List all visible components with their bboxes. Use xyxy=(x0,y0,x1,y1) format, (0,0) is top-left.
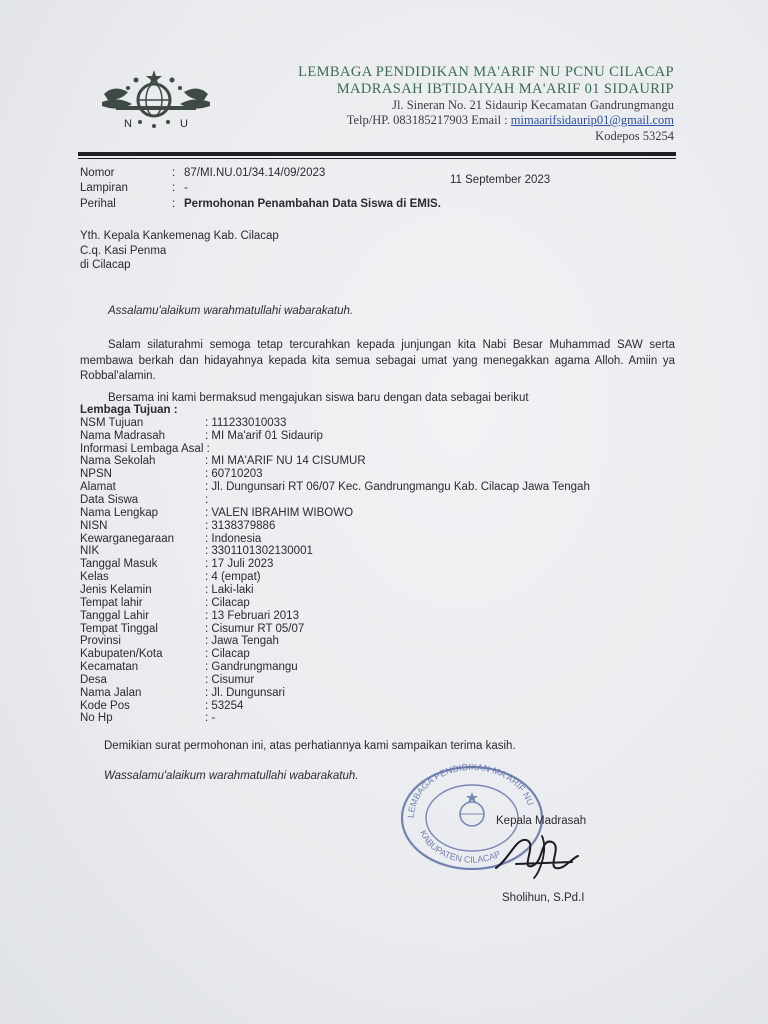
data-row-label: NPSN xyxy=(80,468,112,481)
data-row-value: : 17 Juli 2023 xyxy=(205,558,274,571)
data-row-label: Provinsi xyxy=(80,635,121,648)
header-school-name: MADRASAH IBTIDAIYAH MA'ARIF 01 SIDAURIP xyxy=(336,81,674,97)
data-row-label: Tempat Tinggal xyxy=(80,622,158,635)
stamp-text-bottom: KABUPATEN CILACAP xyxy=(418,828,503,865)
data-row-value: : MI Ma'arif 01 Sidaurip xyxy=(205,429,323,442)
signer-title: Kepala Madrasah xyxy=(496,815,587,827)
data-row-value: : 4 (empat) xyxy=(205,571,261,583)
data-row-label: Kelas xyxy=(80,571,109,583)
data-row-label: Tanggal Lahir xyxy=(80,609,150,622)
letter-date: 11 September 2023 xyxy=(450,174,551,186)
data-row-label: Kabupaten/Kota xyxy=(80,648,163,661)
recipient-line-3: di Cilacap xyxy=(80,259,131,271)
header-contact xyxy=(347,113,674,128)
header-email-link[interactable]: mimaarifsidaurip01@gmail.com xyxy=(510,113,674,127)
data-row-value: : Jl. Dungunsari RT 06/07 Kec. Gandrungmangu Kab. Cilacap Jawa Tengah xyxy=(205,481,590,494)
logo-letter-u: U xyxy=(180,118,188,130)
data-row-label: Nama Lengkap xyxy=(80,506,158,519)
data-row-value: : 60710203 xyxy=(205,468,263,481)
data-row-label: Nama Sekolah xyxy=(80,455,156,468)
meta-label: Lampiran xyxy=(80,182,128,194)
handwritten-signature xyxy=(486,828,582,882)
data-row-label: Tempat lahir xyxy=(80,596,143,609)
data-row-value: : 53254 xyxy=(205,699,244,712)
header-postal-code: Kodepos 53254 xyxy=(595,129,674,143)
data-row-value: : Gandrungmangu xyxy=(205,661,298,673)
data-row-value: : xyxy=(205,493,209,506)
data-row-value: : Cilacap xyxy=(205,648,250,661)
meta-value: Permohonan Penambahan Data Siswa di EMIS. xyxy=(184,198,441,210)
meta-colon: : xyxy=(172,182,176,194)
data-row-value: : 111233010033 xyxy=(205,416,287,429)
data-row-label: Kecamatan xyxy=(80,661,139,673)
data-row-label: Alamat xyxy=(80,481,116,494)
data-row-value: : 13 Februari 2013 xyxy=(205,609,299,622)
data-row-label: Nama Jalan xyxy=(80,686,142,699)
data-row-label: Lembaga Tujuan : xyxy=(80,404,178,416)
data-row-label: Kewarganegaraan xyxy=(80,532,174,545)
meta-colon: : xyxy=(172,198,176,210)
header-rule-thick xyxy=(78,152,676,156)
header-rule-thin xyxy=(78,158,676,159)
recipient-line-1: Yth. Kepala Kankemenag Kab. Cilacap xyxy=(80,230,279,242)
data-row-label: No Hp xyxy=(80,712,113,725)
data-row-value: : Jl. Dungunsari xyxy=(205,686,285,699)
closing-greeting: Wassalamu'alaikum warahmatullahi wabarakatuh. xyxy=(104,770,359,782)
recipient-line-2: C.q. Kasi Penma xyxy=(80,245,167,257)
data-row-value: : 3301101302130001 xyxy=(205,545,313,558)
data-row-label: NIK xyxy=(80,545,100,558)
data-row-value: : Jawa Tengah xyxy=(205,635,279,648)
opening-greeting: Assalamu'alaikum warahmatullahi wabarakatuh. xyxy=(108,305,354,317)
data-row-value: : Laki-laki xyxy=(205,583,254,596)
meta-value: 87/MI.NU.01/34.14/09/2023 xyxy=(184,167,326,179)
data-row-value: : Cilacap xyxy=(205,596,250,609)
nu-logo-icon xyxy=(96,66,216,138)
data-row-label: Nama Madrasah xyxy=(80,429,166,442)
closing-sentence: Demikian surat permohonan ini, atas perhatiannya kami sampaikan terima kasih. xyxy=(104,740,516,752)
meta-label: Nomor xyxy=(80,167,115,179)
data-row-value: : 3138379886 xyxy=(205,519,276,532)
data-row-label: Kode Pos xyxy=(80,699,130,712)
stamp-text-top: LEMBAGA PENDIDIKAN MA'ARIF NU xyxy=(405,762,536,819)
header-address: Jl. Sineran No. 21 Sidaurip Kecamatan Gandrungmangu xyxy=(392,98,674,112)
data-row-label: Informasi Lembaga Asal : xyxy=(80,442,210,455)
data-row-value: : MI MA'ARIF NU 14 CISUMUR xyxy=(205,455,366,468)
body-paragraph-2: Bersama ini kami bermaksud mengajukan siswa baru dengan data sebagai berikut xyxy=(108,392,529,404)
data-row-label: Desa xyxy=(80,673,107,686)
meta-label: Perihal xyxy=(80,198,116,210)
data-row-label: Jenis Kelamin xyxy=(80,583,152,596)
data-row-label: Tanggal Masuk xyxy=(80,558,158,571)
data-row-value: : Cisumur xyxy=(205,673,255,686)
logo-letter-n: N xyxy=(124,118,132,130)
meta-colon: : xyxy=(172,167,176,179)
signer-name: Sholihun, S.Pd.I xyxy=(502,892,585,904)
data-row-label: NISN xyxy=(80,519,108,532)
data-row-value: : Cisumur RT 05/07 xyxy=(205,622,305,635)
data-row-label: NSM Tujuan xyxy=(80,416,144,429)
data-row-value: : - xyxy=(205,712,216,725)
header-institution: LEMBAGA PENDIDIKAN MA'ARIF NU PCNU CILACAP xyxy=(298,64,674,80)
data-row-value: : Indonesia xyxy=(205,532,262,545)
data-row-label: Data Siswa xyxy=(80,493,139,506)
body-paragraph-1: Salam silaturahmi semoga tetap tercurahkan kepada junjungan kita Nabi Besar Muhammad SAW serta membawa berkah dan hidayahnya kepada kita semua sebagai umat yang menegakkan agama Alloh. Amiin ya Robbal'alamin. xyxy=(80,339,675,382)
header-phone: Telp/HP. 083185217903 Email : xyxy=(346,113,511,127)
meta-value: - xyxy=(184,182,188,194)
data-row-value: : VALEN IBRAHIM WIBOWO xyxy=(205,506,354,519)
